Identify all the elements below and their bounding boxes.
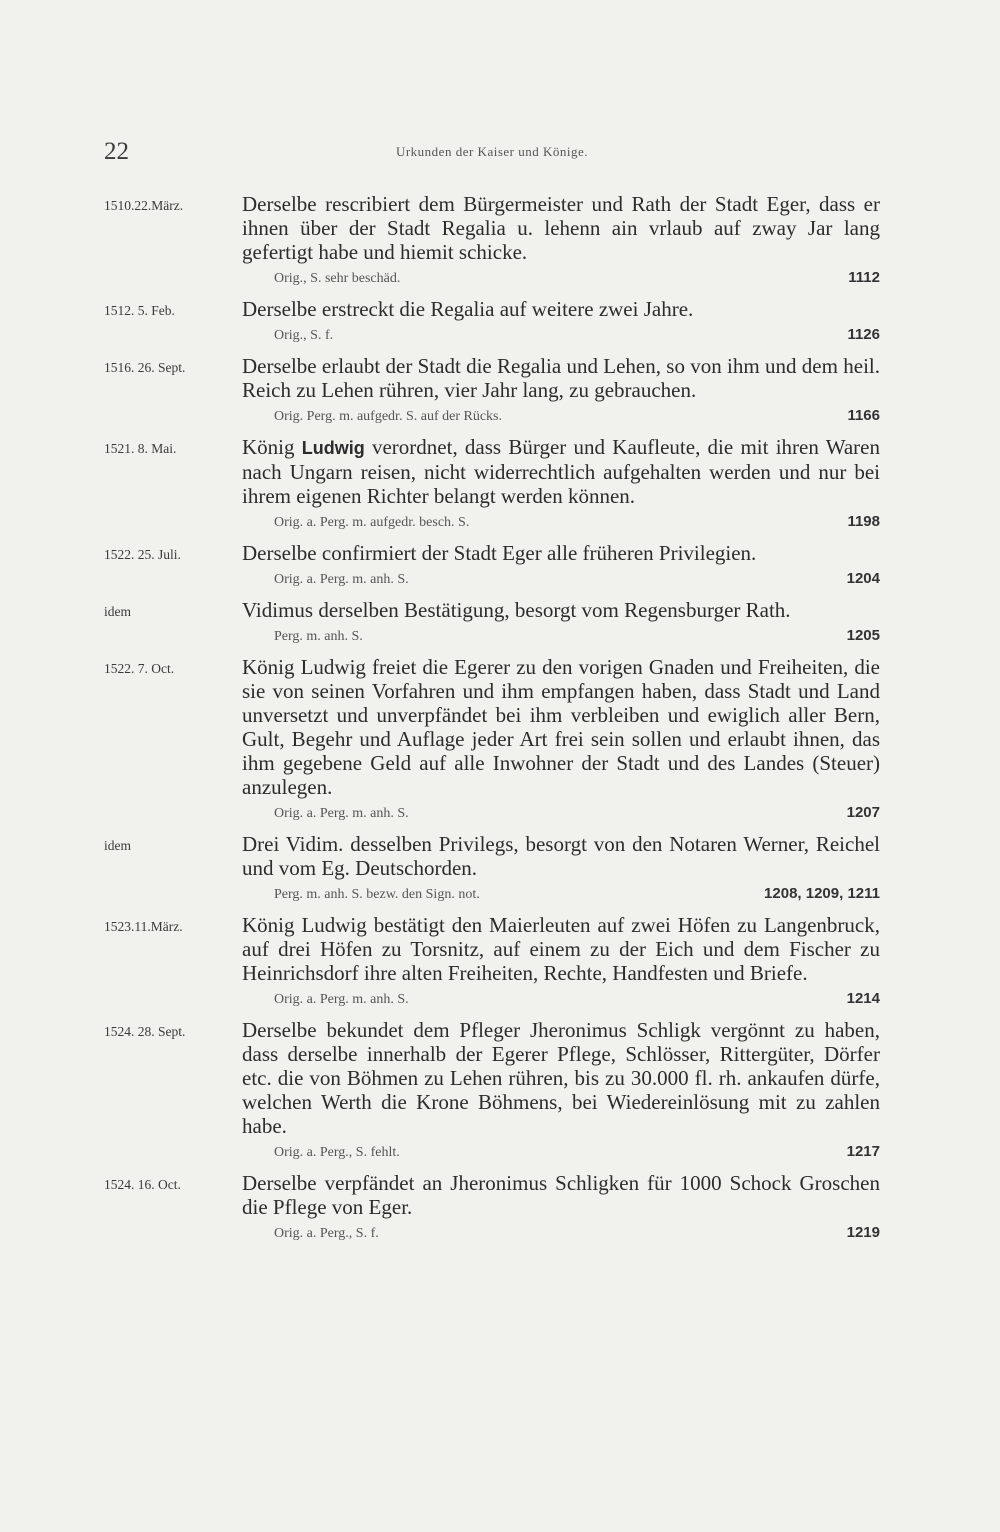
entry-source-line	[274, 1223, 880, 1245]
document-number: 1166	[847, 407, 880, 424]
document-number: 1207	[846, 804, 880, 821]
entry-source-line	[274, 268, 880, 290]
entry-text: Vidimus derselben Bestätigung, besorgt vom Regensburger Rath.	[242, 598, 791, 622]
document-number: 1204	[846, 570, 880, 587]
source-note: Perg. m. anh. S.	[274, 629, 363, 644]
entry-text: Derselbe verpfändet an Jheronimus Schligken für 1000 Schock Groschen die Pflege von Eger.	[242, 1171, 880, 1219]
source-note: Orig. Perg. m. aufgedr. S. auf der Rücks.	[274, 409, 502, 424]
document-number: 1112	[848, 269, 880, 286]
entry-date: idem	[104, 838, 131, 853]
document-number: 1208, 1209, 1211	[764, 885, 880, 902]
entry	[104, 832, 880, 906]
entry-source-line	[274, 569, 880, 591]
source-note: Orig., S. sehr beschäd.	[274, 271, 401, 286]
entry-source-line	[274, 803, 880, 825]
document-number: 1126	[847, 326, 880, 343]
entry-text: Derselbe bekundet dem Pfleger Jheronimus Schligk vergönnt zu haben, dass derselbe innerhalb der Egerer Pflege, Schlösser, Rittergüter, Dörfer etc. die von Böhmen zu Lehen rühren, bis zu 30.000 fl. rh. ankaufen dürfe, welchen Werth die Krone Böhmens, bei Wiedereinlösung mit zu zahlen habe.	[242, 1018, 880, 1138]
entry-source-line	[274, 512, 880, 534]
source-note: Orig. a. Perg. m. anh. S.	[274, 992, 409, 1007]
source-note: Orig. a. Perg. m. anh. S.	[274, 572, 409, 587]
entry-text: Derselbe rescribiert dem Bürgermeister und Rath der Stadt Eger, dass er ihnen über der Stadt Regalia u. lehenn ain vrlaub auf zway Jar lang gefertigt habe und hiemit schicke.	[242, 192, 880, 264]
entry	[104, 655, 880, 825]
entry-text: König Ludwig bestätigt den Maierleuten auf zwei Höfen zu Langenbruck, auf drei Höfen zu Torsnitz, auf einem zu der Eich und dem Fischer zu Heinrichsdorf ihre alten Freiheiten, Rechte, Handfesten und Briefe.	[242, 913, 880, 985]
source-note: Orig., S. f.	[274, 328, 334, 343]
entry-text	[242, 435, 880, 508]
running-title: Urkunden der Kaiser und Könige.	[395, 144, 589, 159]
entry	[104, 192, 880, 290]
entry-date: 1522. 7. Oct.	[104, 661, 175, 676]
entry-text-prefix: König	[242, 435, 302, 459]
document-number: 1205	[846, 627, 880, 644]
source-note: Orig. a. Perg. m. aufgedr. besch. S.	[274, 515, 470, 530]
source-note: Orig. a. Perg., S. f.	[274, 1226, 379, 1241]
document-number: 1198	[847, 513, 880, 530]
entry-source-line	[274, 989, 880, 1011]
entry	[104, 297, 880, 347]
entry	[104, 435, 880, 534]
source-note: Orig. a. Perg. m. anh. S.	[274, 806, 409, 821]
entry-source-line	[274, 406, 880, 428]
entry	[104, 1171, 880, 1245]
entry-text-bold-name: Ludwig	[301, 438, 365, 458]
document-number: 1214	[846, 990, 880, 1007]
entry-date: idem	[104, 604, 131, 619]
entry	[104, 598, 880, 648]
entry-text: Drei Vidim. desselben Privilegs, besorgt von den Notaren Werner, Reichel und vom Eg. Deutschorden.	[242, 832, 880, 880]
page-number: 22	[104, 138, 129, 165]
document-entries	[104, 192, 880, 1252]
entry	[104, 913, 880, 1011]
entry-date: 1522. 25. Juli.	[104, 547, 181, 562]
source-note: Orig. a. Perg., S. fehlt.	[274, 1145, 400, 1160]
entry-date: 1510.22.März.	[104, 198, 184, 213]
entry-date: 1512. 5. Feb.	[104, 303, 175, 318]
entry-text: König Ludwig freiet die Egerer zu den vorigen Gnaden und Freiheiten, die sie von seinen Vorfahren und ihm empfangen haben, dass Stadt und Land unversetzt und unverpfändet bei ihm verbleiben und ewiglich aller Bern, Gult, Begehr und Auflage jeder Art frei sein sollen und erlaubt ihnen, das ihm gegebene Geld auf alle Inwohner der Stadt und des Landes (Steuer) anzulegen.	[242, 655, 880, 799]
entry-date: 1516. 26. Sept.	[104, 360, 186, 375]
entry-date: 1521. 8. Mai.	[104, 441, 177, 456]
entry-date: 1524. 16. Oct.	[104, 1177, 181, 1192]
entry-date: 1523.11.März.	[104, 919, 183, 934]
entry	[104, 1018, 880, 1164]
source-note: Perg. m. anh. S. bezw. den Sign. not.	[274, 887, 480, 902]
entry-source-line	[274, 884, 880, 906]
document-number: 1217	[846, 1143, 880, 1160]
entry-text: Derselbe erstreckt die Regalia auf weitere zwei Jahre.	[242, 297, 694, 321]
entry-source-line	[274, 1142, 880, 1164]
entry	[104, 354, 880, 428]
entry-date: 1524. 28. Sept.	[104, 1024, 186, 1039]
entry-text-rest: verordnet, dass Bürger und Kaufleute, die mit ihren Waren nach Ungarn reisen, nicht widerrechtlich aufgehalten werden und nur bei ihrem eigenen Richter belangt werden können.	[242, 435, 880, 508]
page-header	[104, 138, 880, 168]
document-number: 1219	[846, 1224, 880, 1241]
entry-text: Derselbe erlaubt der Stadt die Regalia und Lehen, so von ihm und dem heil. Reich zu Lehen rühren, vier Jahr lang, zu gebrauchen.	[242, 354, 880, 402]
entry	[104, 541, 880, 591]
entry-source-line	[274, 626, 880, 648]
entry-text: Derselbe confirmiert der Stadt Eger alle früheren Privilegien.	[242, 541, 757, 565]
entry-source-line	[274, 325, 880, 347]
